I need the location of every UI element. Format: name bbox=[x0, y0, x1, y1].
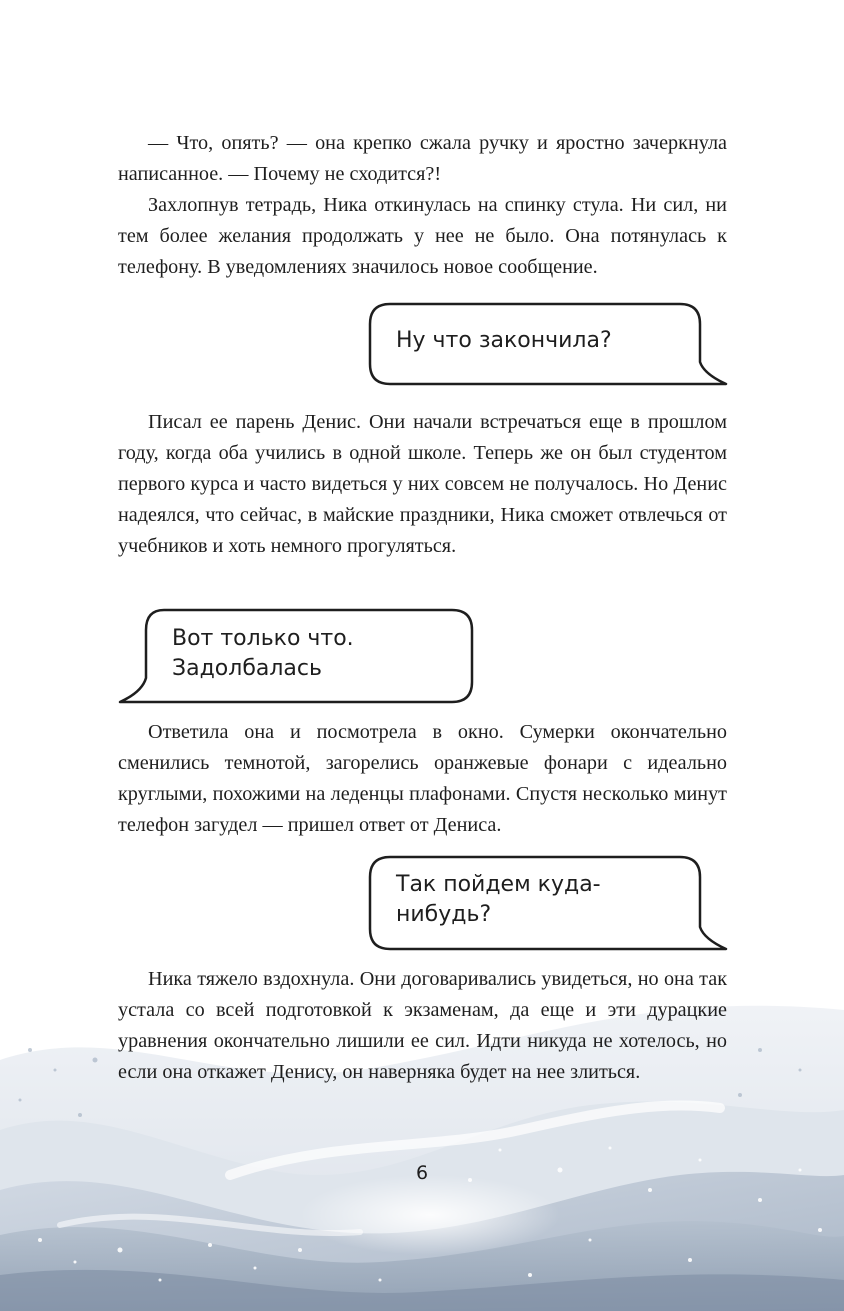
paragraph: Ответила она и посмотрела в окно. Сумерки окончательно сменились темнотой, загорелись оранжевые фонари с идеально круглыми, похожими на леденцы плафонами. Спустя несколько минут телефон загудел — пришел ответ от Дениса. bbox=[118, 721, 727, 836]
message-line: Так пойдем куда- bbox=[396, 872, 601, 897]
chat-bubble-incoming bbox=[368, 302, 728, 386]
paragraph: Захлопнув тетрадь, Ника откинулась на спинку стула. Ни сил, ни тем более желания продолжать у нее не было. Она потянулась к телефону. В уведомлениях значилось новое сообщение. bbox=[118, 194, 727, 278]
chat-bubble-outgoing bbox=[118, 608, 476, 704]
message-line: Вот только что. bbox=[172, 626, 354, 651]
message-line: Задолбалась bbox=[172, 656, 322, 681]
chat-bubble-incoming bbox=[368, 855, 728, 951]
paragraph: Писал ее парень Денис. Они начали встречаться еще в прошлом году, когда оба учились в одной школе. Теперь же он был студентом первого курса и часто видеться у них совсем не получалось. Но Денис надеялся, что сейчас, в майские праздники, Ника сможет отвлечься от учебников и хоть немного прогуляться. bbox=[118, 411, 727, 557]
message-line: Ну что закончила? bbox=[396, 328, 612, 353]
paragraph: Ника тяжело вздохнула. Они договаривались увидеться, но она так устала со всей подготовкой к экзаменам, да еще и эти дурацкие уравнения окончательно лишили ее сил. Идти никуда не хотелось, но если она откажет Денису, он наверняка будет на нее злиться. bbox=[118, 968, 727, 1083]
page-number: 6 bbox=[415, 1162, 429, 1184]
paragraph: — Что, опять? — она крепко сжала ручку и яростно зачеркнула написанное. — Почему не сходится?! bbox=[118, 132, 727, 185]
message-line: нибудь? bbox=[396, 902, 492, 927]
